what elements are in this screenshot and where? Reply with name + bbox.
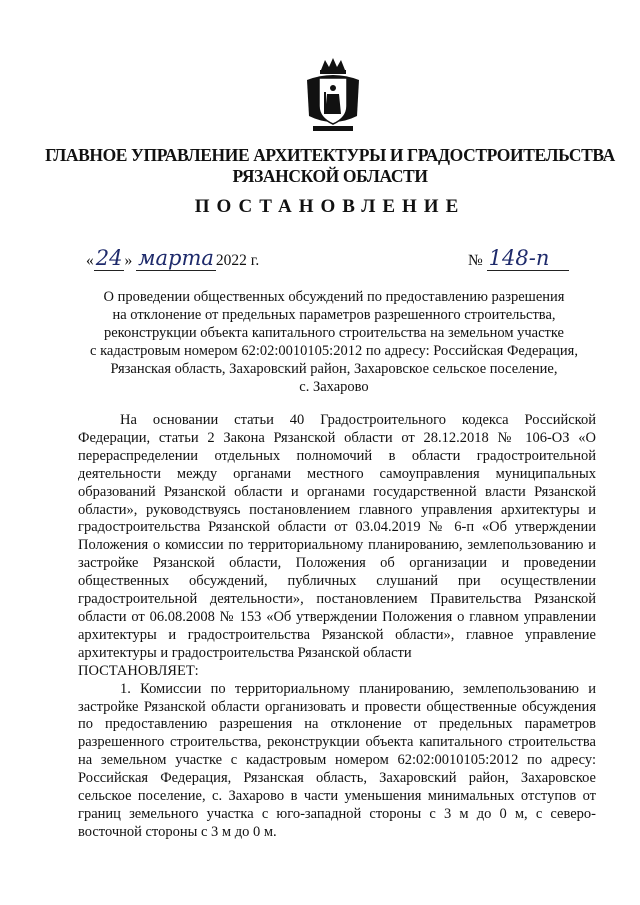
number-prefix: № [468, 252, 483, 269]
agency-line-1: ГЛАВНОЕ УПРАВЛЕНИЕ АРХИТЕКТУРЫ И ГРАДОСТРОИТЕЛЬСТВА [45, 145, 615, 165]
date-year: 2022 г. [215, 252, 260, 269]
document-subject [64, 288, 604, 396]
ruling-keyword: ПОСТАНОВЛЯЕТ: [78, 662, 199, 679]
document-type-title: ПОСТАНОВЛЕНИЕ [194, 196, 466, 217]
ryazan-coat-of-arms-icon [303, 56, 363, 134]
document-number [468, 246, 569, 271]
subject-line: О проведении общественных обсуждений по предоставлению разрешения [103, 289, 565, 305]
preamble-paragraph: На основании статьи 40 Градостроительного кодекса Российской Федерации, статьи 2 Закона Рязанской области от 28.12.2018 № 106-ОЗ «О перераспределении отдельных полномочий в области градостроительной деятельности между органами местного самоуправления муниципальных образований Рязанской области и органами государственной власти Рязанской области», руководствуясь постановлением главного управления архитектуры и градостроительства Рязанской области от 03.04.2019 № 6-п «Об утверждении Положения о комиссии по территориальному планированию, землепользованию и застройке Рязанской области, Положения об организации и проведении общественных обсуждений, публичных слушаний при осуществлении градостроительной деятельности», постановлением Правительства Рязанской области от 06.08.2008 № 153 «Об утверждении Положения о главном управлении архитектуры и градостроительства Рязанской области», главное управление архитектуры и градостроительства Рязанской области [78, 412, 596, 661]
agency-line-2: РЯЗАНСКОЙ ОБЛАСТИ [232, 166, 428, 186]
subject-line: на отклонение от предельных параметров разрешенного строительства, [112, 307, 556, 323]
clause-1: 1. Комиссии по территориальному планированию, землепользованию и застройке Рязанской области организовать и провести общественные обсуждения по предоставлению разрешения на отклонение от предельных параметров разрешенного строительства, реконструкции объекта капитального строительства на земельном участке с кадастровым номером 62:02:0010105:2012 по адресу: Российская Федерация, Рязанская область, Захаровский район, Захаровское сельское поселение, с. Захарово в части уменьшения минимальных отступов от границ земельного участка с юго-западной стороны с 3 м до 0 м, с северо-восточной стороны с 3 м до 0 м. [78, 680, 596, 840]
date-month-handwritten: марта [138, 246, 214, 270]
document-body [78, 412, 596, 842]
date-open-quote: « [86, 252, 94, 269]
subject-line: реконструкции объекта капитального строительства на земельном участке [104, 325, 564, 341]
number-handwritten: 148-п [487, 246, 569, 271]
subject-line: с. Захарово [299, 379, 369, 395]
subject-line: Рязанская область, Захаровский район, Захаровское сельское поселение, [110, 361, 558, 377]
date-day-handwritten: 24 [95, 246, 123, 270]
issuing-authority [40, 145, 620, 187]
date-close-quote: » [124, 252, 133, 269]
document-date [86, 246, 259, 270]
subject-line: с кадастровым номером 62:02:0010105:2012 по адресу: Российская Федерация, [90, 343, 578, 359]
